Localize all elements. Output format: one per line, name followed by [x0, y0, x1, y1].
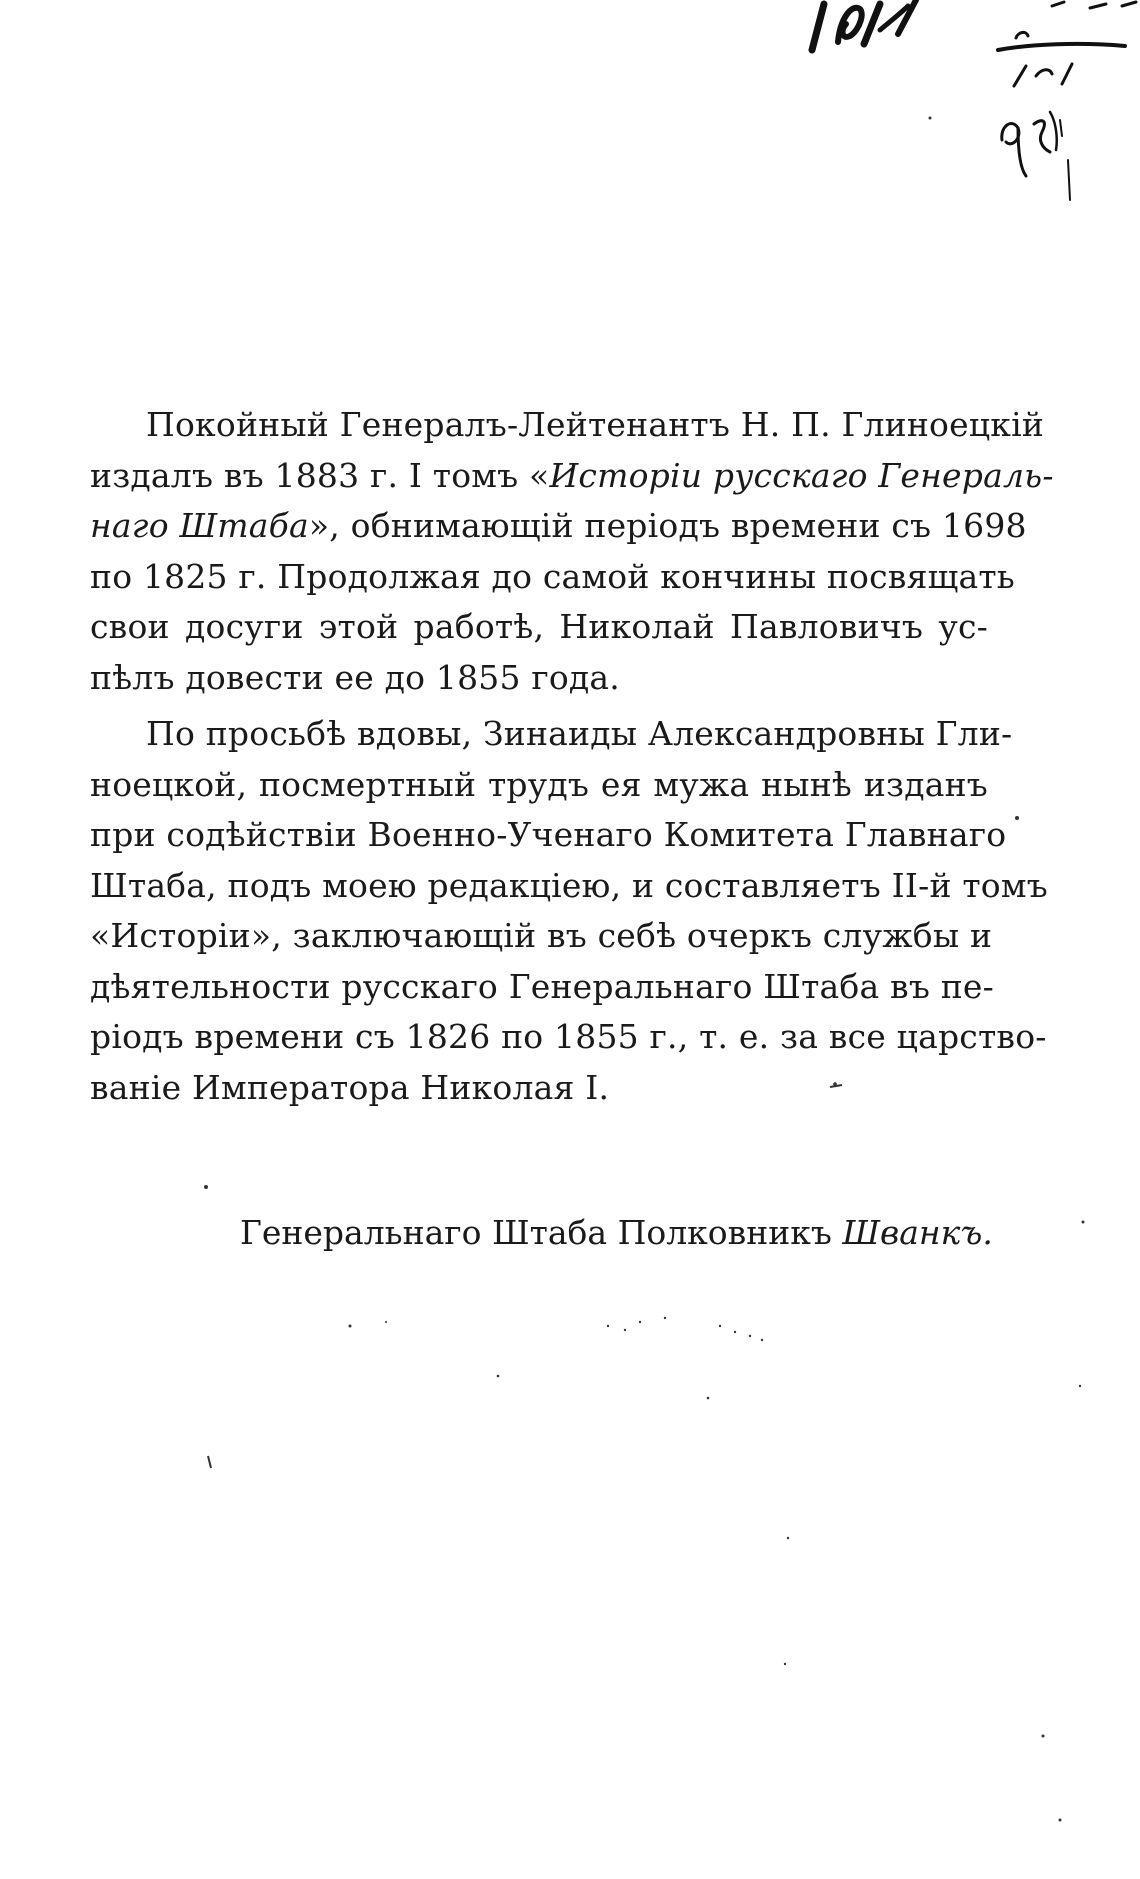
paragraph-2-line-3: при содѣйствіи Военно-Ученаго Комитета Главнаго: [90, 815, 1007, 854]
paragraph-2-line-6: дѣятельности русскаго Генеральнаго Штаба въ пе-: [90, 966, 994, 1006]
paragraph-2-line-7: ріодъ времени съ 1826 по 1855 г., т. е. за все царство-: [90, 1017, 1047, 1056]
paragraph-2-line-1: По просьбѣ вдовы, Зинаиды Александровны Гли-: [146, 714, 1013, 753]
paragraph-1-line-1: Покойный Генералъ-Лейтенантъ Н. П. Глиноецкій: [146, 405, 1045, 444]
paragraph-1-line-3: [90, 501, 1027, 552]
signature-name: Шванкъ.: [842, 1213, 993, 1252]
paragraph-1-line-5: свои досуги этой работѣ, Николай Павловичъ ус-: [90, 607, 988, 646]
book-title-italic: Исторіи русскаго Генераль-: [549, 455, 1054, 495]
book-title-italic-cont: наго Штаба: [90, 506, 309, 545]
signature-title: Генеральнаго Штаба Полковникъ: [240, 1213, 843, 1252]
paragraph-2-line-5: «Исторіи», заключающій въ себѣ очеркъ службы и: [90, 916, 993, 955]
paragraph-1-line-3-text: », обнимающій періодъ времени съ 1698: [308, 506, 1027, 545]
body-text: [90, 400, 1054, 1113]
handwritten-catalogue-marks: [780, 0, 1140, 220]
paragraph-1-line-2: [90, 451, 1054, 502]
paragraph-2: [90, 709, 1048, 1113]
paragraph-1-line-2-text: издалъ въ 1883 г. I томъ «: [90, 455, 550, 495]
paragraph-1: [90, 400, 1054, 703]
signature: [240, 1208, 993, 1258]
paragraph-2-line-8: ваніе Императора Николая I.: [90, 1067, 610, 1107]
paragraph-2-line-4: Штаба, подъ моею редакціею, и составляетъ II-й томъ: [90, 865, 1048, 905]
paragraph-2-line-2: ноецкой, посмертный трудъ ея мужа нынѣ изданъ: [90, 764, 988, 804]
paragraph-1-line-6: пѣлъ довести ее до 1855 года.: [90, 657, 620, 697]
paragraph-1-line-4: по 1825 г. Продолжая до самой кончины посвящать: [90, 556, 1015, 596]
